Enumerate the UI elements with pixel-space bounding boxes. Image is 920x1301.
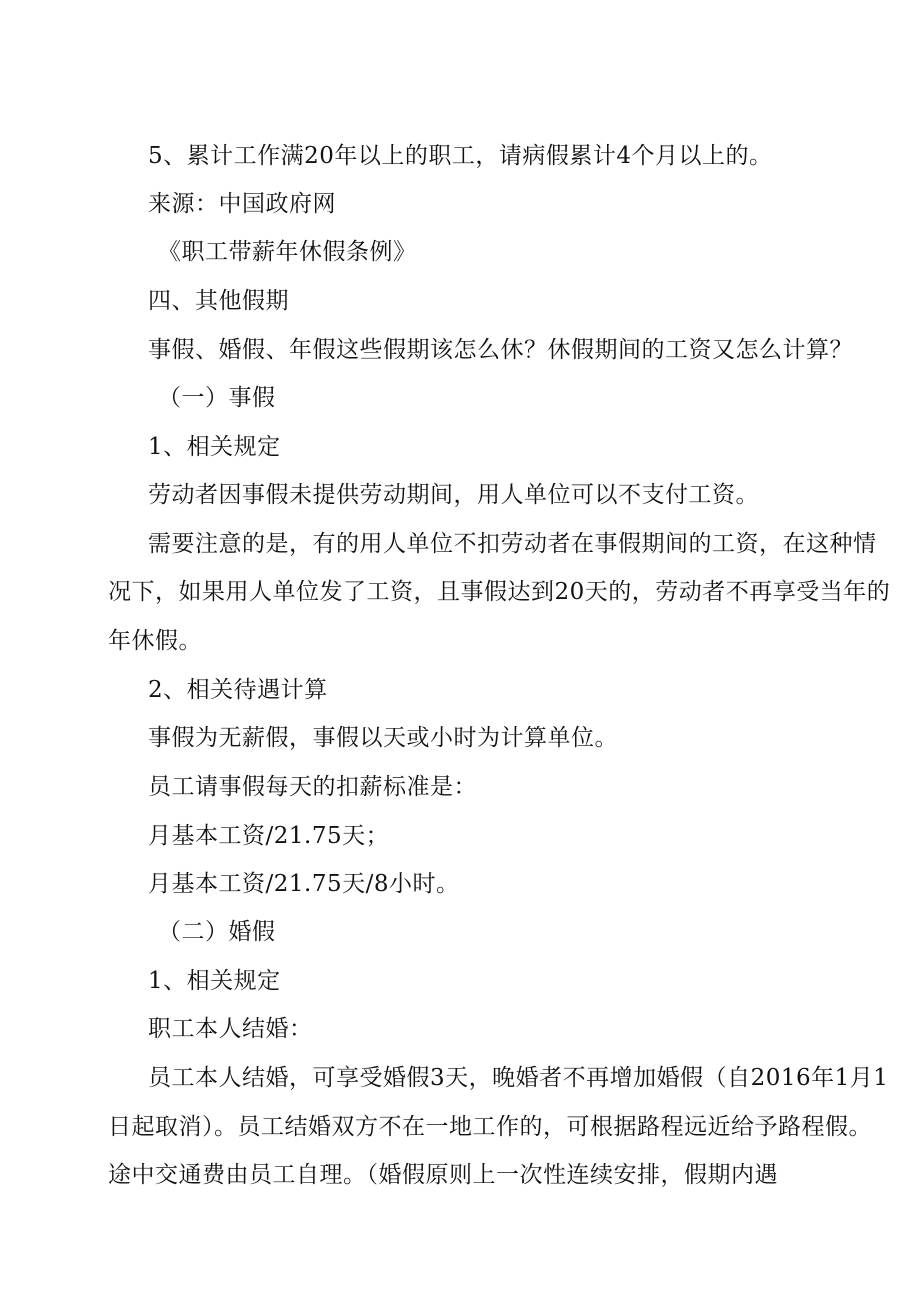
subsection-heading-personal-leave: （一）事假 — [158, 385, 276, 411]
paragraph-no-pay: 劳动者因事假未提供劳动期间，用人单位可以不支付工资。 — [148, 482, 759, 508]
list-item-sick-leave: 5、累计工作满20年以上的职工，请病假累计4个月以上的。 — [148, 143, 773, 169]
paragraph-unpaid-leave: 事假为无薪假，事假以天或小时为计算单位。 — [148, 725, 618, 751]
paragraph-note-line-2: 况下，如果用人单位发了工资，且事假达到20天的，劳动者不再享受当年的 — [108, 579, 891, 605]
section-heading-other-leave: 四、其他假期 — [148, 288, 289, 314]
item-heading-regulations-2: 1、相关规定 — [148, 968, 281, 994]
item-heading-calculation: 2、相关待遇计算 — [148, 677, 328, 703]
paragraph-note-line-1: 需要注意的是，有的用人单位不扣劳动者在事假期间的工资，在这种情 — [148, 531, 877, 557]
subsection-heading-marriage-leave: （二）婚假 — [158, 919, 276, 945]
paragraph-marriage-line-3: 途中交通费由员工自理。（婚假原则上一次性连续安排，假期内遇 — [108, 1162, 778, 1188]
paragraph-note-line-3: 年休假。 — [108, 628, 202, 654]
item-heading-regulations: 1、相关规定 — [148, 434, 281, 460]
formula-per-day: 月基本工资/21.75天； — [148, 823, 390, 849]
paragraph-marriage-line-2: 日起取消）。员工结婚双方不在一地工作的，可根据路程远近给予路程假。 — [108, 1114, 872, 1140]
regulation-title: 《职工带薪年休假条例》 — [158, 239, 417, 265]
paragraph-deduction-standard: 员工请事假每天的扣薪标准是： — [148, 774, 477, 800]
intro-question: 事假、婚假、年假这些假期该怎么休？休假期间的工资又怎么计算？ — [148, 337, 853, 363]
source-line: 来源：中国政府网 — [148, 191, 336, 217]
paragraph-marriage-line-1: 员工本人结婚，可享受婚假3天，晚婚者不再增加婚假（自2016年1月1 — [148, 1065, 889, 1091]
formula-per-hour: 月基本工资/21.75天/8小时。 — [148, 871, 460, 897]
paragraph-employee-marriage: 职工本人结婚： — [148, 1016, 313, 1042]
